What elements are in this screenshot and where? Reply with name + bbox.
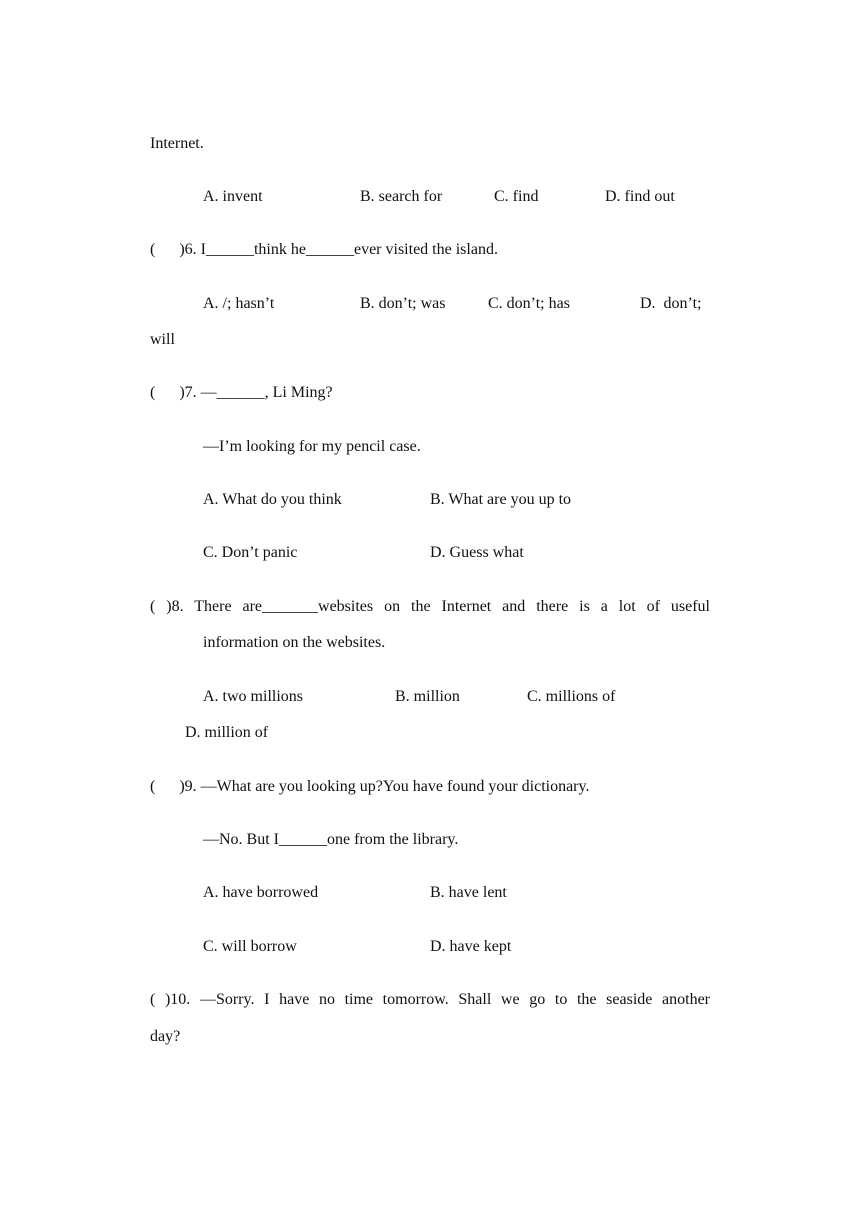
option-7a: A. What do you think [203,491,342,508]
option-5c: C. find [494,188,539,205]
option-5d: D. find out [605,188,675,205]
option-6c: C. don’t; has [488,295,570,312]
option-7b: B. What are you up to [430,491,572,508]
option-9d: D. have kept [430,938,512,955]
option-9a: A. have borrowed [203,884,319,901]
option-8a: A. two millions [203,688,304,705]
option-6d-continuation: will [150,331,175,348]
option-9b: B. have lent [430,884,507,901]
question-9-stem: ( )9. —What are you looking up?You have found your dictionary. [150,778,590,795]
option-7c: C. Don’t panic [203,544,298,561]
question-10-stem: ( )10. —Sorry. I have no time tomorrow. Shall we go to the seaside another [150,991,710,1008]
option-6b: B. don’t; was [360,295,446,312]
option-5b: B. search for [360,188,443,205]
question-8-stem-continuation: information on the websites. [203,634,386,651]
question-7-reply: —I’m looking for my pencil case. [203,438,421,455]
option-7d: D. Guess what [430,544,524,561]
question-5-continuation: Internet. [150,135,204,152]
question-7-stem: ( )7. —______, Li Ming? [150,384,333,401]
option-8b: B. million [395,688,460,705]
question-9-reply: —No. But I______one from the library. [203,831,459,848]
question-6-stem: ( )6. I______think he______ever visited the island. [150,241,498,258]
option-6d: D. don’t; [640,295,702,312]
question-8-stem: ( )8. There are_______websites on the Internet and there is a lot of useful [150,598,710,615]
option-8d: D. million of [185,724,269,741]
option-9c: C. will borrow [203,938,297,955]
question-10-stem-continuation: day? [150,1028,181,1045]
option-6a: A. /; hasn’t [203,295,275,312]
option-8c: C. millions of [527,688,616,705]
option-5a: A. invent [203,188,263,205]
